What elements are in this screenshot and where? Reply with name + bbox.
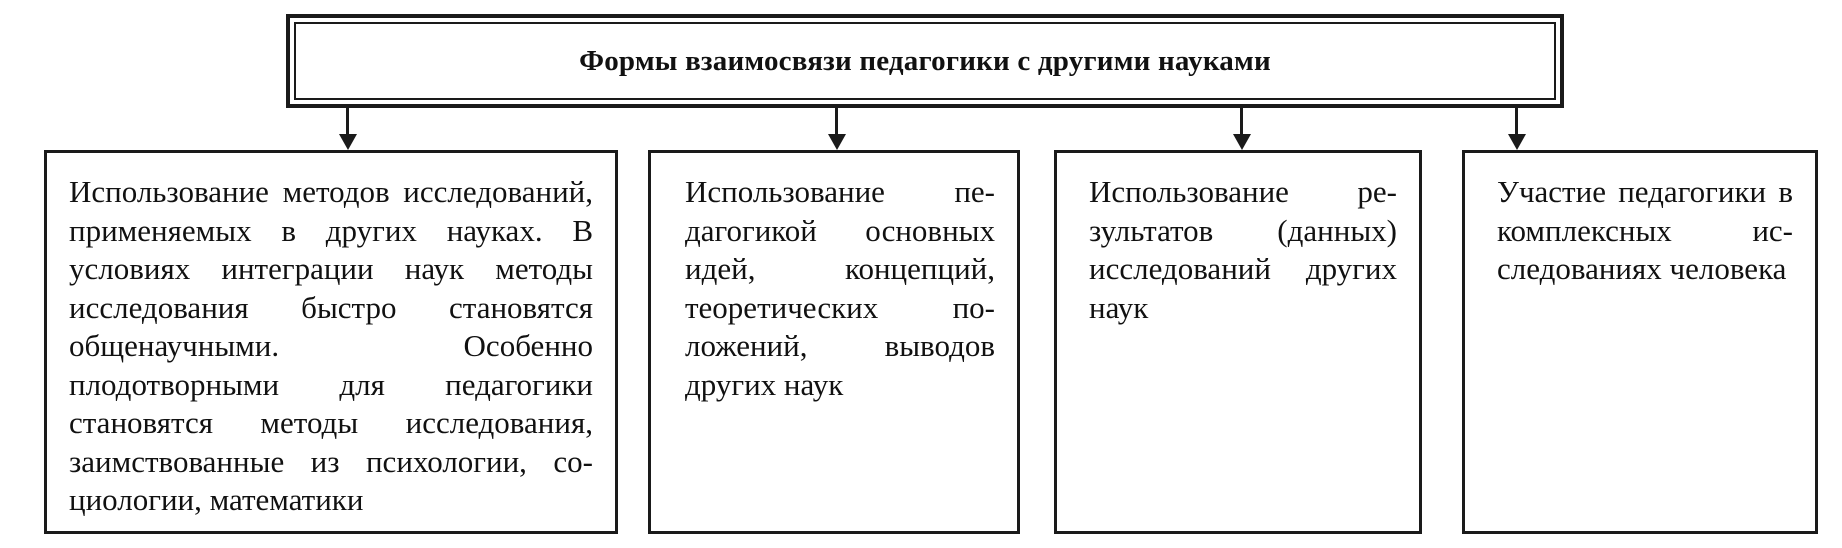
form-box-complex-research (1462, 150, 1818, 534)
connector-line-2 (835, 108, 838, 136)
form-box-text-3: Использование результатов (данных) исследований других наук (1089, 174, 1397, 325)
diagram-title-box (286, 14, 1564, 108)
arrow-down-icon-3 (1233, 134, 1251, 150)
connector-line-4 (1515, 108, 1518, 136)
form-box-research-results (1054, 150, 1422, 534)
connector-line-3 (1240, 108, 1243, 136)
arrow-down-icon-2 (828, 134, 846, 150)
form-box-ideas-concepts (648, 150, 1020, 534)
form-box-text-2: Использование педагогикой основных идей, концепций, теоретических положений, выводов других наук (685, 174, 995, 402)
diagram-title-inner-frame (294, 22, 1556, 100)
arrow-down-icon-1 (339, 134, 357, 150)
diagram-title: Формы взаимосвязи педагогики с другими науками (579, 44, 1271, 77)
arrow-down-icon-4 (1508, 134, 1526, 150)
form-box-text-1: Использование методов исследований, применяемых в других науках. В условиях интеграции наук методы исследования быстро становятся общенаучными. Особенно плодотворными для педагогики становятся методы исследования, заимствованные из психологии, социологии, математики (69, 174, 593, 517)
form-box-research-methods (44, 150, 618, 534)
connector-line-1 (346, 108, 349, 136)
form-box-text-4: Участие педагогики в комплексных исследованиях человека (1497, 174, 1793, 286)
